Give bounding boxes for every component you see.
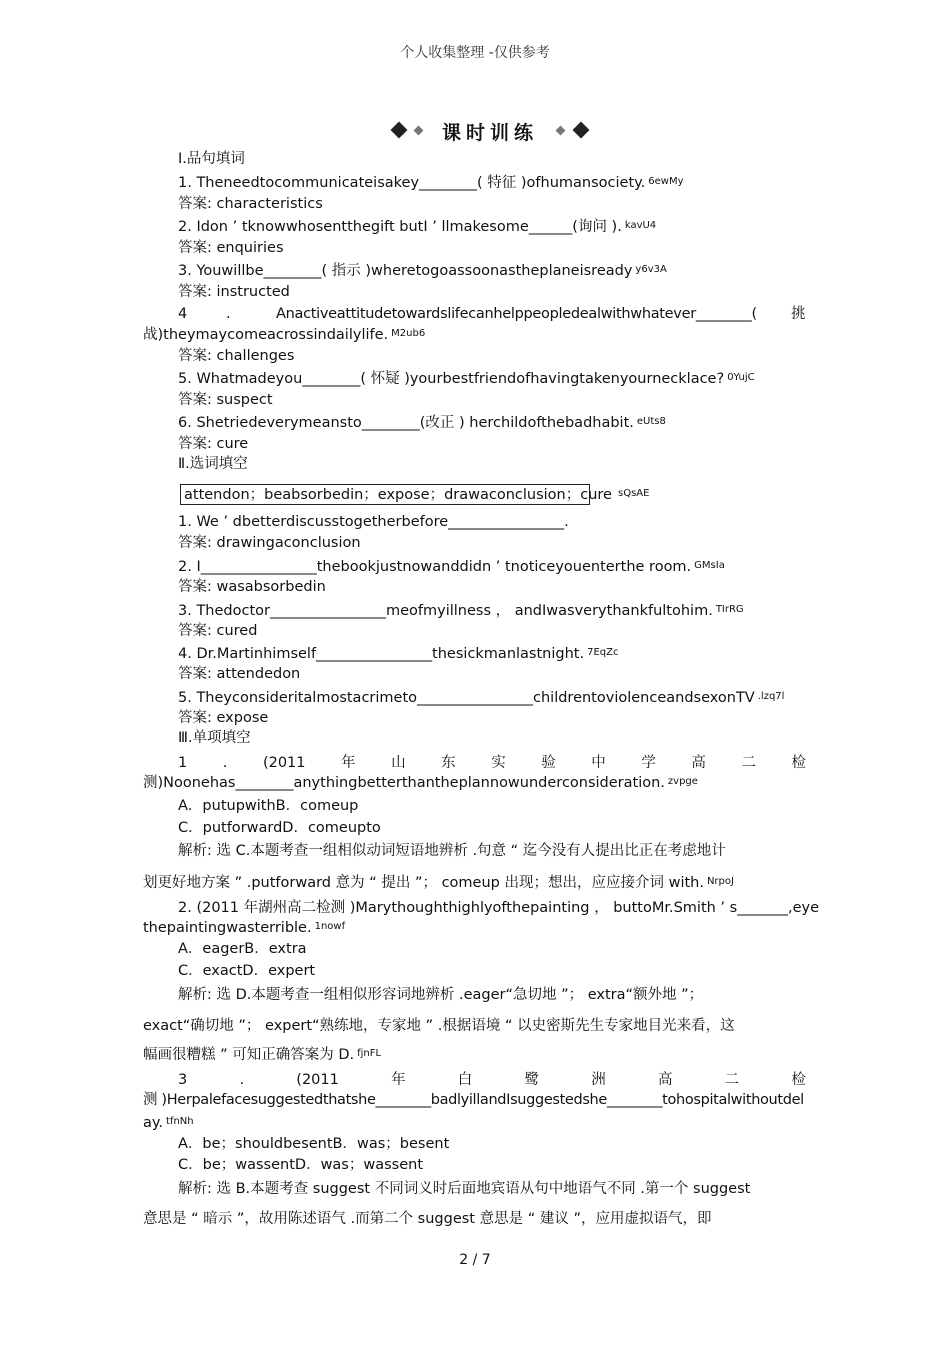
question-line: 3. Youwillbe________( 指示 )wheretogoassoonastheplaneisready $^{y6v3A}$: [178, 263, 667, 279]
option-line: A．eagerB．extra: [178, 941, 307, 957]
question-header-row: [178, 1071, 806, 1089]
question-line: 2. Idon ’ tknowwhosentthegift butI ’ llmakesome______(询问 ). $^{kavU4}$: [178, 219, 657, 235]
answer-line: 答案: drawingaconclusion: [178, 535, 361, 551]
question-number: 4: [178, 306, 188, 322]
answer-line: 答案: instructed: [178, 284, 290, 300]
row-word: 高: [691, 755, 706, 771]
row-word: 中: [591, 755, 606, 771]
watermark-code: eUts8: [636, 416, 666, 427]
option-line: A．be；shouldbesentB．was；besent: [178, 1136, 450, 1152]
question-line: thepaintingwasterrible. $^{1nowf}$: [143, 920, 346, 936]
word-box-text: attendon；beabsorbedin；expose；drawaconclusion；cure $^{sQsAE}$: [184, 487, 650, 503]
explanation-line: 划更好地方案 ” .putforward 意为 “ 提出 ”； comeup 出现；想出，应应接介词 with. $^{NrpoJ}$: [143, 875, 734, 891]
question-line: 测 )Herpalefacesuggestedthatshe________badlyillandIsuggestedshe________tohospitalwithoutdel: [143, 1092, 804, 1108]
row-word: 检: [791, 755, 806, 771]
question-line: ay. $^{tfnNh}$: [143, 1115, 194, 1131]
question-line: 2. I________________thebookjustnowanddidn ’ tnoticeyouenterthe room. $^{GMsIa}$: [178, 559, 725, 575]
watermark-code: 7EqZc: [587, 647, 619, 658]
row-word: 3: [178, 1072, 188, 1088]
watermark-code: zvpge: [667, 776, 698, 787]
row-word: 二: [741, 755, 756, 771]
row-word: (2011: [296, 1072, 339, 1088]
row-word: 年: [341, 755, 356, 771]
answer-line: 答案: expose: [178, 710, 269, 726]
option-line: C．be；wassentD．was；wassent: [178, 1157, 424, 1173]
question-line: Anactiveattitudetowardslifecanhelppeopledealwithwhatever________(: [276, 306, 757, 322]
watermark-code: y6v3A: [635, 264, 667, 275]
watermark-code: 6ewMy: [648, 176, 684, 187]
watermark-code: tfnNh: [166, 1116, 194, 1127]
small-diamond-icon: [556, 126, 566, 136]
section-heading: Ⅲ.单项填空: [178, 730, 251, 746]
row-word: 山: [391, 755, 406, 771]
page-number: 2 / 7: [459, 1252, 491, 1268]
explanation-line: 解析: 选 D.本题考查一组相似形容词地辨析 .eager“急切地 ”； extra“额外地 ”；: [178, 987, 704, 1003]
question-line: 5. Theyconsideritalmostacrimeto________________childrentoviolenceandsexonTV $^{.lzq7l}$: [178, 690, 785, 706]
watermark-code: M2ub6: [391, 328, 426, 339]
answer-line: 答案: challenges: [178, 348, 295, 364]
diamond-icon: [573, 122, 590, 139]
question-line: 5. Whatmadeyou________( 怀疑 )yourbestfriendofhavingtakenyournecklace? $^{0YujC}$: [178, 371, 755, 387]
banner-title: 课时训练: [441, 122, 538, 144]
question-line: 战)theymaycomeacrossindailylife. $^{M2ub6}$: [143, 327, 426, 343]
question-line: 3. Thedoctor________________meofmyillness ， andIwasverythankfultohim. $^{TIrRG}$: [178, 603, 744, 619]
row-word: 洲: [591, 1072, 606, 1088]
watermark-code: fjnFL: [357, 1048, 382, 1059]
question-line: 6. Shetriedeverymeansto________(改正 ) herchildofthebadhabit. $^{eUts8}$: [178, 415, 666, 431]
explanation-line: 解析: 选 C.本题考查一组相似动词短语地辨析 .句意 “ 迄今没有人提出比正在考虑地计: [178, 843, 726, 859]
row-word: .: [222, 755, 228, 771]
watermark-code: TIrRG: [715, 604, 744, 615]
row-word: 鹭: [524, 1072, 539, 1088]
page-header: 个人收集整理 -仅供参考: [400, 45, 550, 61]
row-word: 验: [541, 755, 556, 771]
section-heading: Ⅱ.选词填空: [178, 456, 248, 472]
question-line: 2. (2011 年湖州高二检测 )Marythoughthighlyofthepainting ， buttoMr.Smith ’ s_______,eye: [178, 900, 819, 916]
answer-line: 答案: characteristics: [178, 196, 323, 212]
question-line: 4. Dr.Martinhimself________________thesickmanlastnight. $^{7EqZc}$: [178, 646, 619, 662]
section-banner: [385, 118, 595, 146]
option-line: A．putupwithB．comeup: [178, 798, 359, 814]
option-line: C．exactD．expert: [178, 963, 316, 979]
question-header-row: [178, 754, 806, 772]
answer-line: 答案: cure: [178, 436, 249, 452]
watermark-code: 1nowf: [314, 921, 346, 932]
answer-line: 答案: wasabsorbedin: [178, 579, 326, 595]
row-word: 1: [178, 755, 188, 771]
watermark-code: 0YujC: [727, 372, 755, 383]
row-word: .: [239, 1072, 245, 1088]
explanation-line: 幅画很糟糕 ” 可知正确答案为 D. $^{fjnFL}$: [143, 1047, 382, 1063]
answer-line: 答案: suspect: [178, 392, 273, 408]
watermark-code: sQsAE: [617, 488, 650, 499]
question-line: 测)Noonehas________anythingbetterthantheplannowunderconsideration. $^{zvpge}$: [143, 775, 698, 791]
watermark-code: NrpoJ: [706, 876, 734, 887]
answer-line: 答案: attendedon: [178, 666, 301, 682]
watermark-code: kavU4: [624, 220, 657, 231]
question-dot: .: [226, 306, 231, 322]
answer-line: 答案: cured: [178, 623, 258, 639]
row-word: 实: [491, 755, 506, 771]
row-word: 学: [641, 755, 656, 771]
row-word: 检: [791, 1072, 806, 1088]
small-diamond-icon: [414, 126, 424, 136]
question-line: 1. We ’ dbetterdiscusstogetherbefore________________.: [178, 514, 569, 530]
diamond-icon: [391, 122, 408, 139]
explanation-line: exact“确切地 ”； expert“熟练地，专家地 ” .根据语境 “ 以史密斯先生专家地目光来看，这: [143, 1018, 735, 1034]
section-heading: Ⅰ.品句填词: [178, 151, 245, 167]
option-line: C．putforwardD．comeupto: [178, 820, 381, 836]
row-word: (2011: [262, 755, 306, 771]
row-word: 白: [457, 1072, 473, 1088]
answer-line: 答案: enquiries: [178, 240, 284, 256]
row-word: 高: [657, 1072, 673, 1088]
row-word: 年: [391, 1072, 406, 1088]
question-line-end: 挑: [791, 306, 806, 322]
explanation-line: 解析: 选 B.本题考查 suggest 不同词义时后面地宾语从句中地语气不同 .第一个 suggest: [178, 1181, 751, 1197]
watermark-code: GMsIa: [694, 560, 725, 571]
explanation-line: 意思是 “ 暗示 ”，故用陈述语气 .而第二个 suggest 意思是 “ 建议 ”，应用虚拟语气，即: [143, 1211, 712, 1227]
question-line: 1. Theneedtocommunicateisakey________( 特征 )ofhumansociety. $^{6ewMy}$: [178, 175, 684, 191]
row-word: 二: [724, 1072, 740, 1088]
row-word: 东: [441, 755, 456, 771]
watermark-code: .lzq7l: [757, 691, 785, 702]
